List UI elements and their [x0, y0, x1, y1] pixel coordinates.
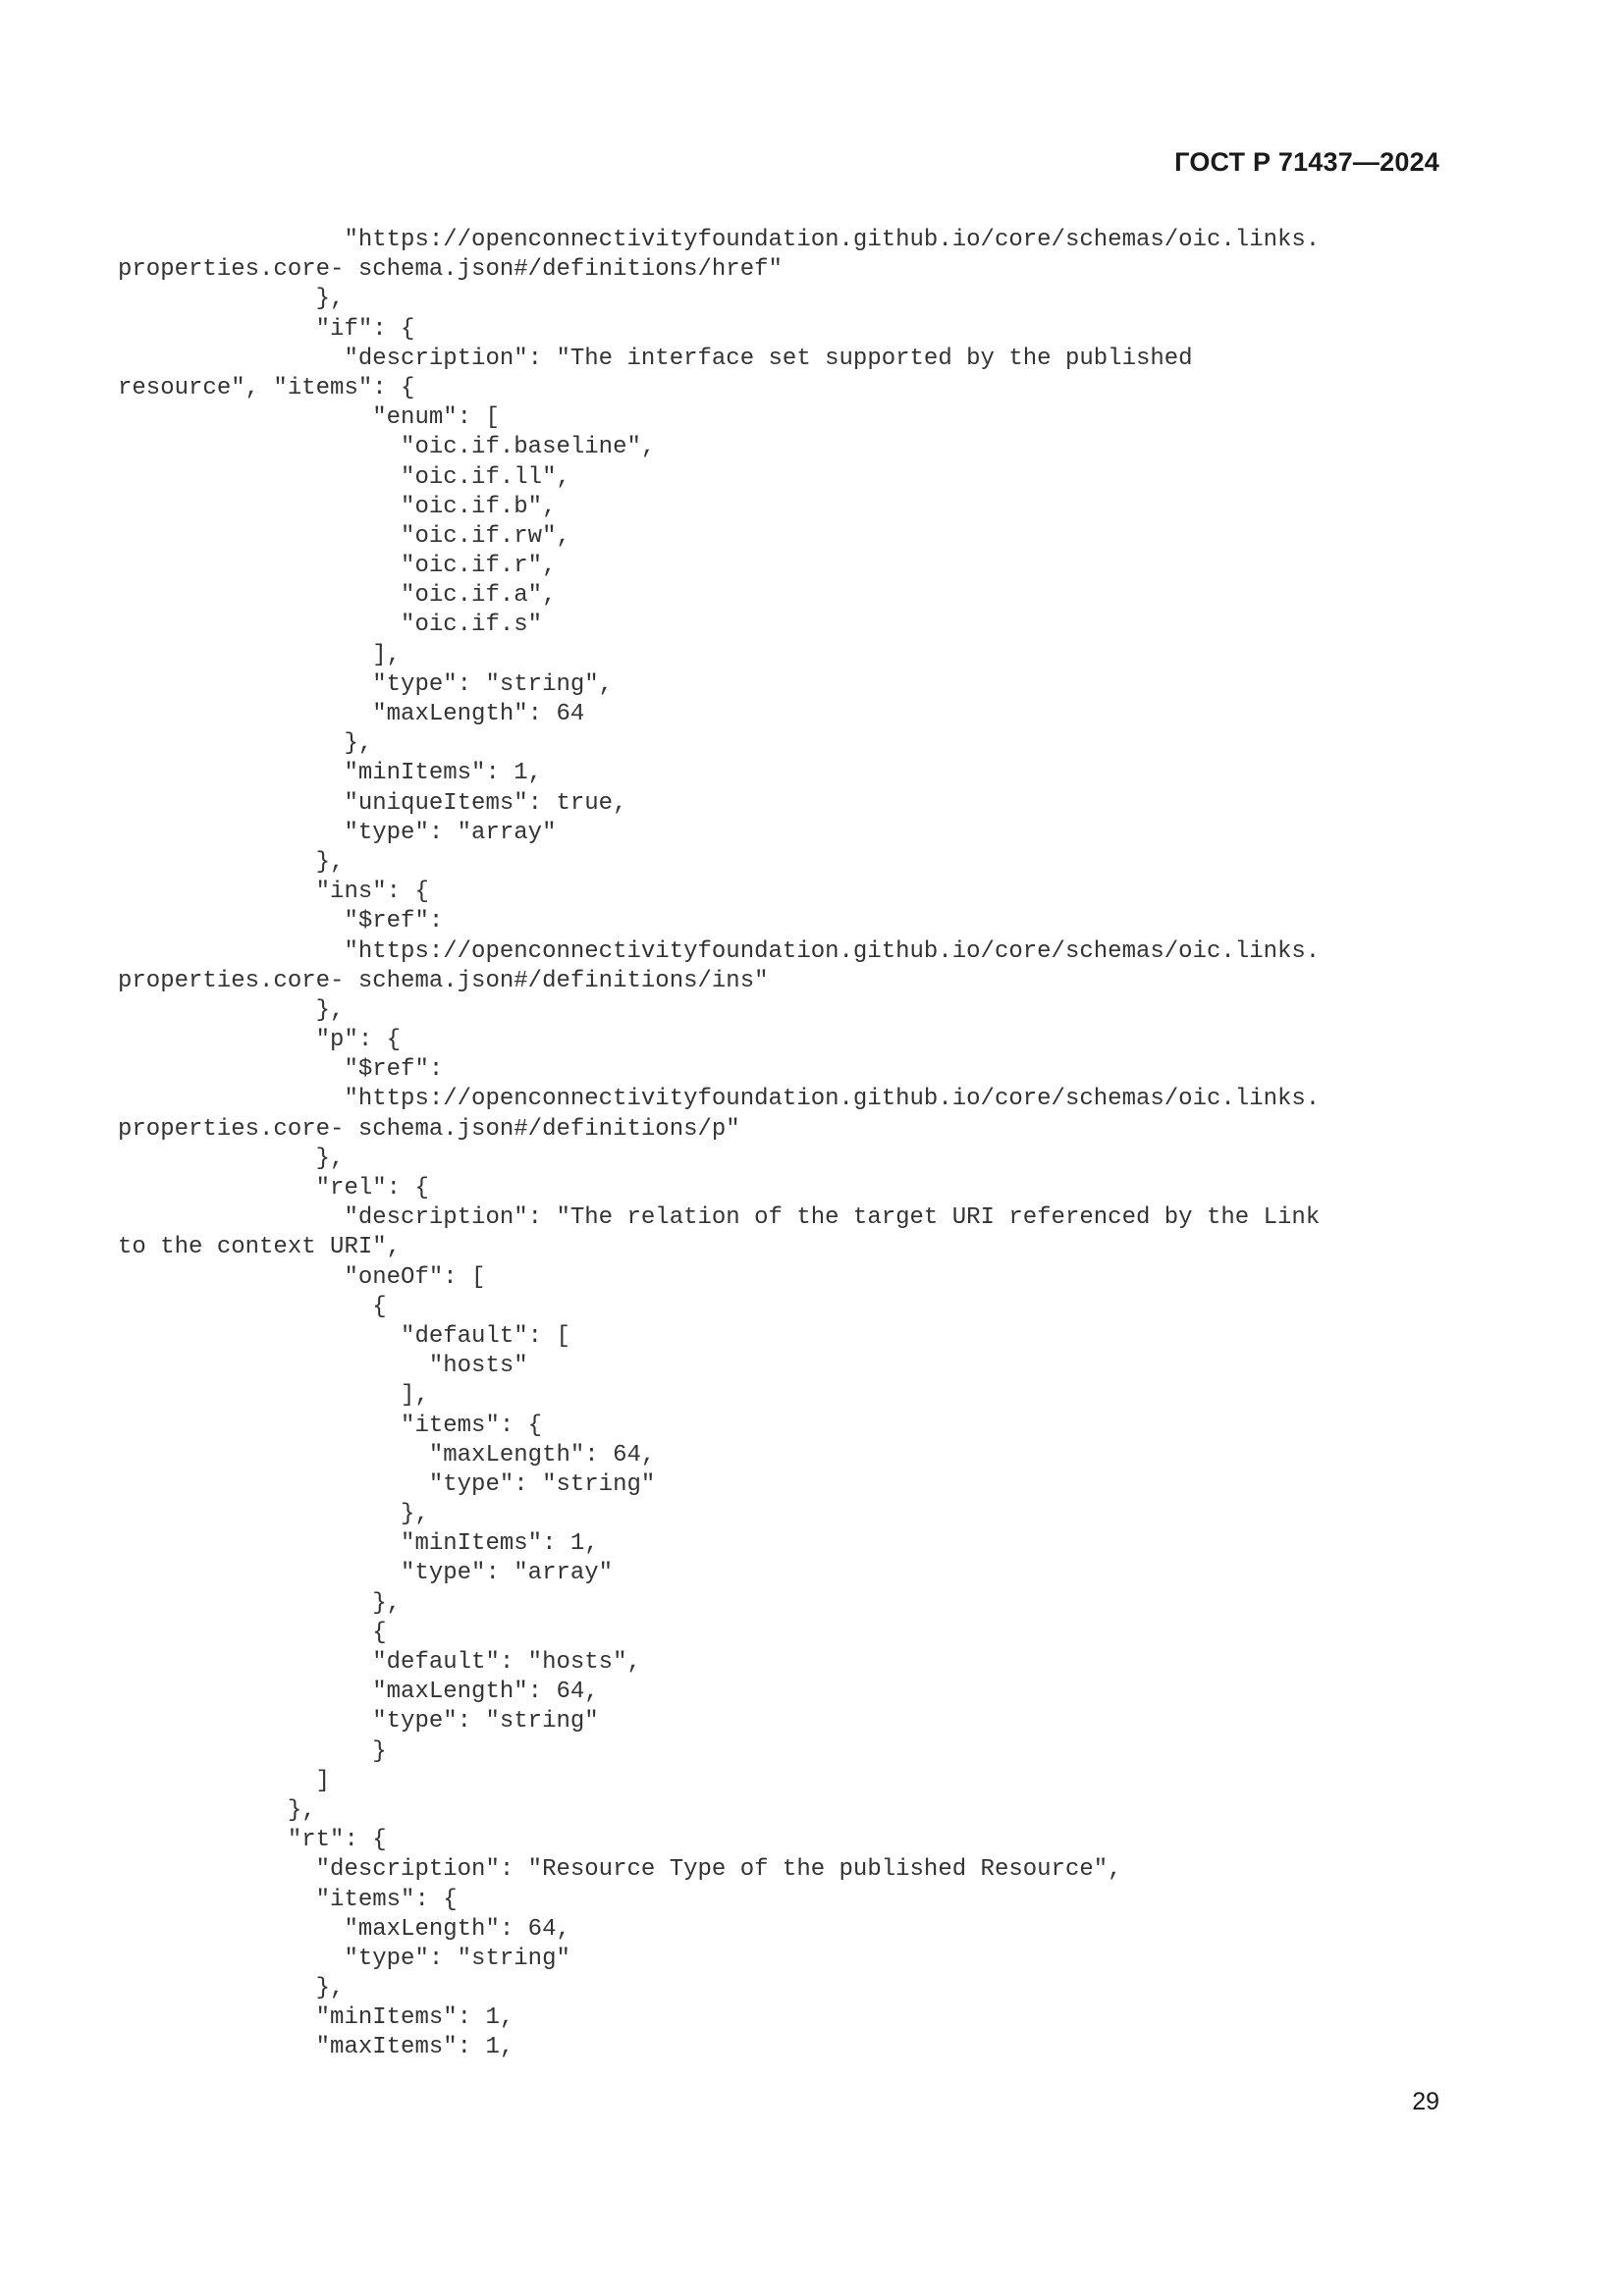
- code-line: "items": {: [118, 1886, 458, 1913]
- code-line: properties.core- schema.json#/definitions/href": [118, 256, 783, 284]
- code-line: "hosts": [118, 1353, 528, 1380]
- code-line: "$ref":: [118, 1056, 444, 1084]
- standard-code-header: ГОСТ Р 71437—2024: [1174, 147, 1439, 177]
- code-line: "https://openconnectivityfoundation.github.io/core/schemas/oic.links.: [118, 227, 1321, 253]
- code-line: "oneOf": [: [118, 1263, 486, 1291]
- code-line: ]: [118, 1767, 331, 1794]
- code-line: properties.core- schema.json#/definitions/ins": [118, 967, 769, 994]
- code-line: "default": "hosts",: [118, 1649, 641, 1676]
- code-line: "oic.if.r",: [118, 553, 557, 580]
- code-line: },: [118, 848, 345, 876]
- code-line: },: [118, 996, 345, 1024]
- code-line: "minItems": 1,: [118, 2004, 514, 2032]
- code-line: {: [118, 1293, 387, 1320]
- code-line: "type": "string": [118, 1470, 656, 1498]
- code-line: "maxLength": 64,: [118, 1441, 656, 1468]
- code-line: },: [118, 286, 345, 313]
- code-line: properties.core- schema.json#/definitions/p": [118, 1115, 740, 1143]
- code-line: "uniqueItems": true,: [118, 789, 627, 817]
- code-line: "oic.if.baseline",: [118, 434, 656, 461]
- code-line: },: [118, 1145, 345, 1172]
- code-line: "type": "array": [118, 819, 557, 846]
- code-line: "description": "The relation of the target URI referenced by the Link: [118, 1204, 1321, 1232]
- code-line: "maxItems": 1,: [118, 2034, 514, 2061]
- code-line: ],: [118, 1382, 429, 1410]
- code-line: "oic.if.a",: [118, 582, 557, 610]
- code-line: "oic.if.rw",: [118, 522, 570, 550]
- code-line: "maxLength": 64,: [118, 1679, 599, 1706]
- code-line: to the context URI",: [118, 1234, 402, 1261]
- code-line: "description": "Resource Type of the published Resource",: [118, 1856, 1122, 1884]
- code-line: },: [118, 1796, 316, 1824]
- code-line: },: [118, 730, 373, 758]
- code-line: "items": {: [118, 1412, 543, 1439]
- code-line: "rt": {: [118, 1827, 387, 1854]
- code-line: "enum": [: [118, 404, 500, 432]
- code-line: "https://openconnectivityfoundation.github.io/core/schemas/oic.links.: [118, 1086, 1321, 1113]
- code-line: {: [118, 1619, 387, 1646]
- code-line: ],: [118, 641, 402, 668]
- code-line: "default": [: [118, 1322, 570, 1350]
- code-line: "type": "string",: [118, 670, 614, 698]
- code-line: "https://openconnectivityfoundation.github.io/core/schemas/oic.links.: [118, 937, 1321, 965]
- code-line: "oic.if.s": [118, 612, 543, 639]
- code-line: "maxLength": 64: [118, 701, 585, 727]
- code-line: "minItems": 1,: [118, 1530, 599, 1558]
- code-line: "oic.if.ll",: [118, 463, 570, 491]
- page-number: 29: [1412, 2088, 1439, 2115]
- code-line: "p": {: [118, 1027, 402, 1054]
- code-line: "type": "string": [118, 1945, 570, 1972]
- code-line: "ins": {: [118, 879, 429, 906]
- code-line: resource", "items": {: [118, 374, 415, 401]
- json-schema-listing: [118, 226, 1320, 2063]
- code-line: },: [118, 1975, 345, 2002]
- code-line: "if": {: [118, 315, 415, 343]
- code-line: "oic.if.b",: [118, 493, 557, 520]
- code-line: }: [118, 1737, 387, 1765]
- code-line: "type": "string": [118, 1708, 599, 1735]
- code-line: "description": "The interface set supported by the published: [118, 345, 1193, 372]
- code-line: "maxLength": 64,: [118, 1915, 570, 1943]
- code-line: "type": "array": [118, 1560, 614, 1587]
- code-line: "$ref":: [118, 908, 444, 935]
- code-line: },: [118, 1501, 429, 1528]
- code-line: },: [118, 1589, 402, 1617]
- code-line: "rel": {: [118, 1175, 429, 1201]
- code-line: "minItems": 1,: [118, 760, 543, 787]
